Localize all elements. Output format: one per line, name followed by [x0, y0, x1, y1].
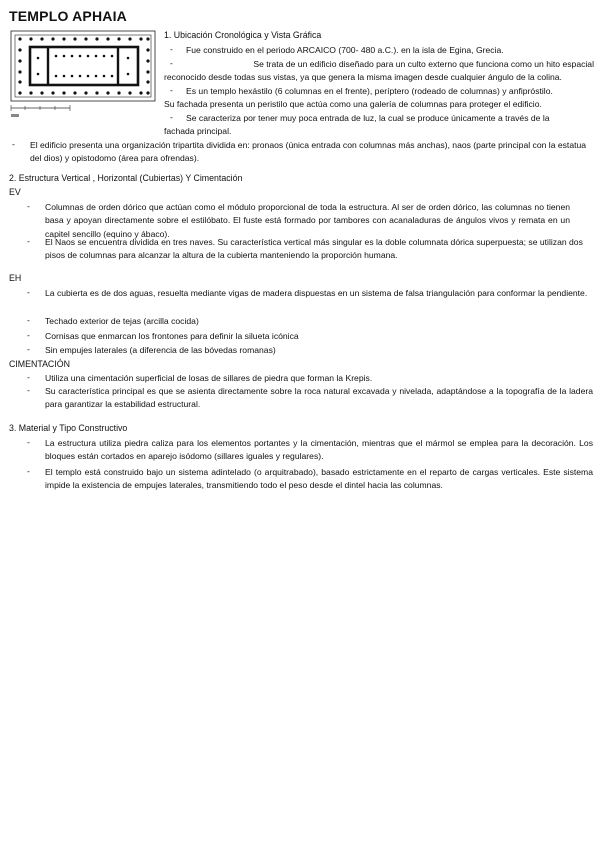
bullet-marker: -: [27, 315, 30, 325]
bullet-marker: -: [27, 201, 30, 211]
bullet-marker: -: [12, 139, 15, 149]
s1-bullet-5: El edificio presenta una organización tripartita dividida en: pronaos (única entrada con columnas más anchas), naos (parte principal con la estatua del dios) y opistodomo (área para ofrendas).: [30, 140, 587, 164]
s1-bullet-4-line-2: fachada principal.: [164, 126, 232, 136]
bullet-marker: -: [27, 385, 30, 395]
s1-bullet-4-line-1: Se caracteriza por tener muy poca entrada de luz, la cual se produce únicamente a través de la: [186, 113, 550, 123]
bullet-marker: -: [27, 287, 30, 297]
page-title: TEMPLO APHAIA: [9, 8, 127, 24]
eh-bullet-4: Sin empujes laterales (a diferencia de las bóvedas romanas): [45, 345, 276, 355]
bullet-marker: -: [170, 112, 173, 122]
bullet-marker: -: [27, 330, 30, 340]
section-3-heading: 3. Material y Tipo Constructivo: [9, 423, 128, 433]
bullet-marker: -: [27, 344, 30, 354]
ev-bullet-1: Columnas de orden dórico que actúan como el módulo proporcional de toda la estructura. Al ser de orden dórico, las columnas no tienen basa y apoyan directamente sobre el estilóbato. El fuste está formado por tambores con acanaladuras de ángulos vivos y remata en un capitel sencillo (equino y ábaco).: [45, 202, 570, 239]
cimentacion-label: CIMENTACIÓN: [9, 359, 70, 369]
s1-bullet-2-line-1: Se trata de un edificio diseñado para un culto externo que funciona como un hito espacial: [253, 59, 594, 69]
material-bullet-1: La estructura utiliza piedra caliza para los elementos portantes y la cimentación, mientras que el mármol se emplea para la decoración. Los bloques están cortados en aparejo isódomo (sillares iguales y regulares).: [45, 438, 593, 462]
bullet-marker: -: [170, 58, 173, 68]
s1-bullet-1: Fue construido en el periodo ARCAICO (700- 480 a.C.). en la isla de Egina, Grecia.: [186, 45, 504, 55]
bullet-marker: -: [170, 85, 173, 95]
temple-floor-plan: [10, 30, 156, 122]
eh-bullet-3: Cornisas que enmarcan los frontones para definir la silueta icónica: [45, 331, 299, 341]
bullet-marker: -: [27, 466, 30, 476]
section-1-heading: 1. Ubicación Cronológica y Vista Gráfica: [164, 30, 322, 40]
s1-bullet-3-line-2: Su fachada presenta un peristilo que actúa como una galería de columnas para proteger el edificio.: [164, 99, 542, 109]
bullet-marker: -: [27, 437, 30, 447]
bullet-marker: -: [27, 236, 30, 246]
section-2-heading: 2. Estructura Vertical , Horizontal (Cubiertas) Y Cimentación: [9, 173, 243, 183]
s1-bullet-2-line-2: reconocido desde todas sus vistas, ya que genera la misma imagen desde cualquier ángulo de la colina.: [164, 72, 562, 82]
bullet-marker: -: [27, 372, 30, 382]
cim-bullet-1: Utiliza una cimentación superficial de losas de sillares de piedra que forman la Krepis.: [45, 373, 373, 383]
eh-bullet-2: Techado exterior de tejas (arcilla cocida): [45, 316, 199, 326]
material-bullet-2: El templo está construido bajo un sistema adintelado (o arquitrabado), basado estrictamente en el reparto de cargas verticales. Este sistema impide la existencia de empujes laterales, transmitiendo todo el peso desde el dintel hacia las columnas.: [45, 467, 593, 491]
bullet-marker: -: [170, 44, 173, 54]
s1-bullet-3-line-1: Es un templo hexástilo (6 columnas en el frente), períptero (rodeado de columnas) y anfipróstilo.: [186, 86, 553, 96]
eh-label: EH: [9, 273, 22, 283]
eh-bullet-1: La cubierta es de dos aguas, resuelta mediante vigas de madera dispuestas en un sistema de falsa triangulación para conformar la pendiente.: [45, 288, 588, 298]
ev-bullet-2: El Naos se encuentra dividida en tres naves. Su característica vertical más singular es la doble columnata dórica superpuesta; se utilizan dos pisos de columnas para alcanzar la altura de la cubierta manteniendo la proporción humana.: [45, 237, 583, 261]
cim-bullet-2: Su característica principal es que se asienta directamente sobre la roca natural excavada y nivelada, adaptándose a la topografía de la ladera para garantizar la estabilidad estructural.: [45, 386, 593, 410]
ev-label: EV: [9, 187, 21, 197]
